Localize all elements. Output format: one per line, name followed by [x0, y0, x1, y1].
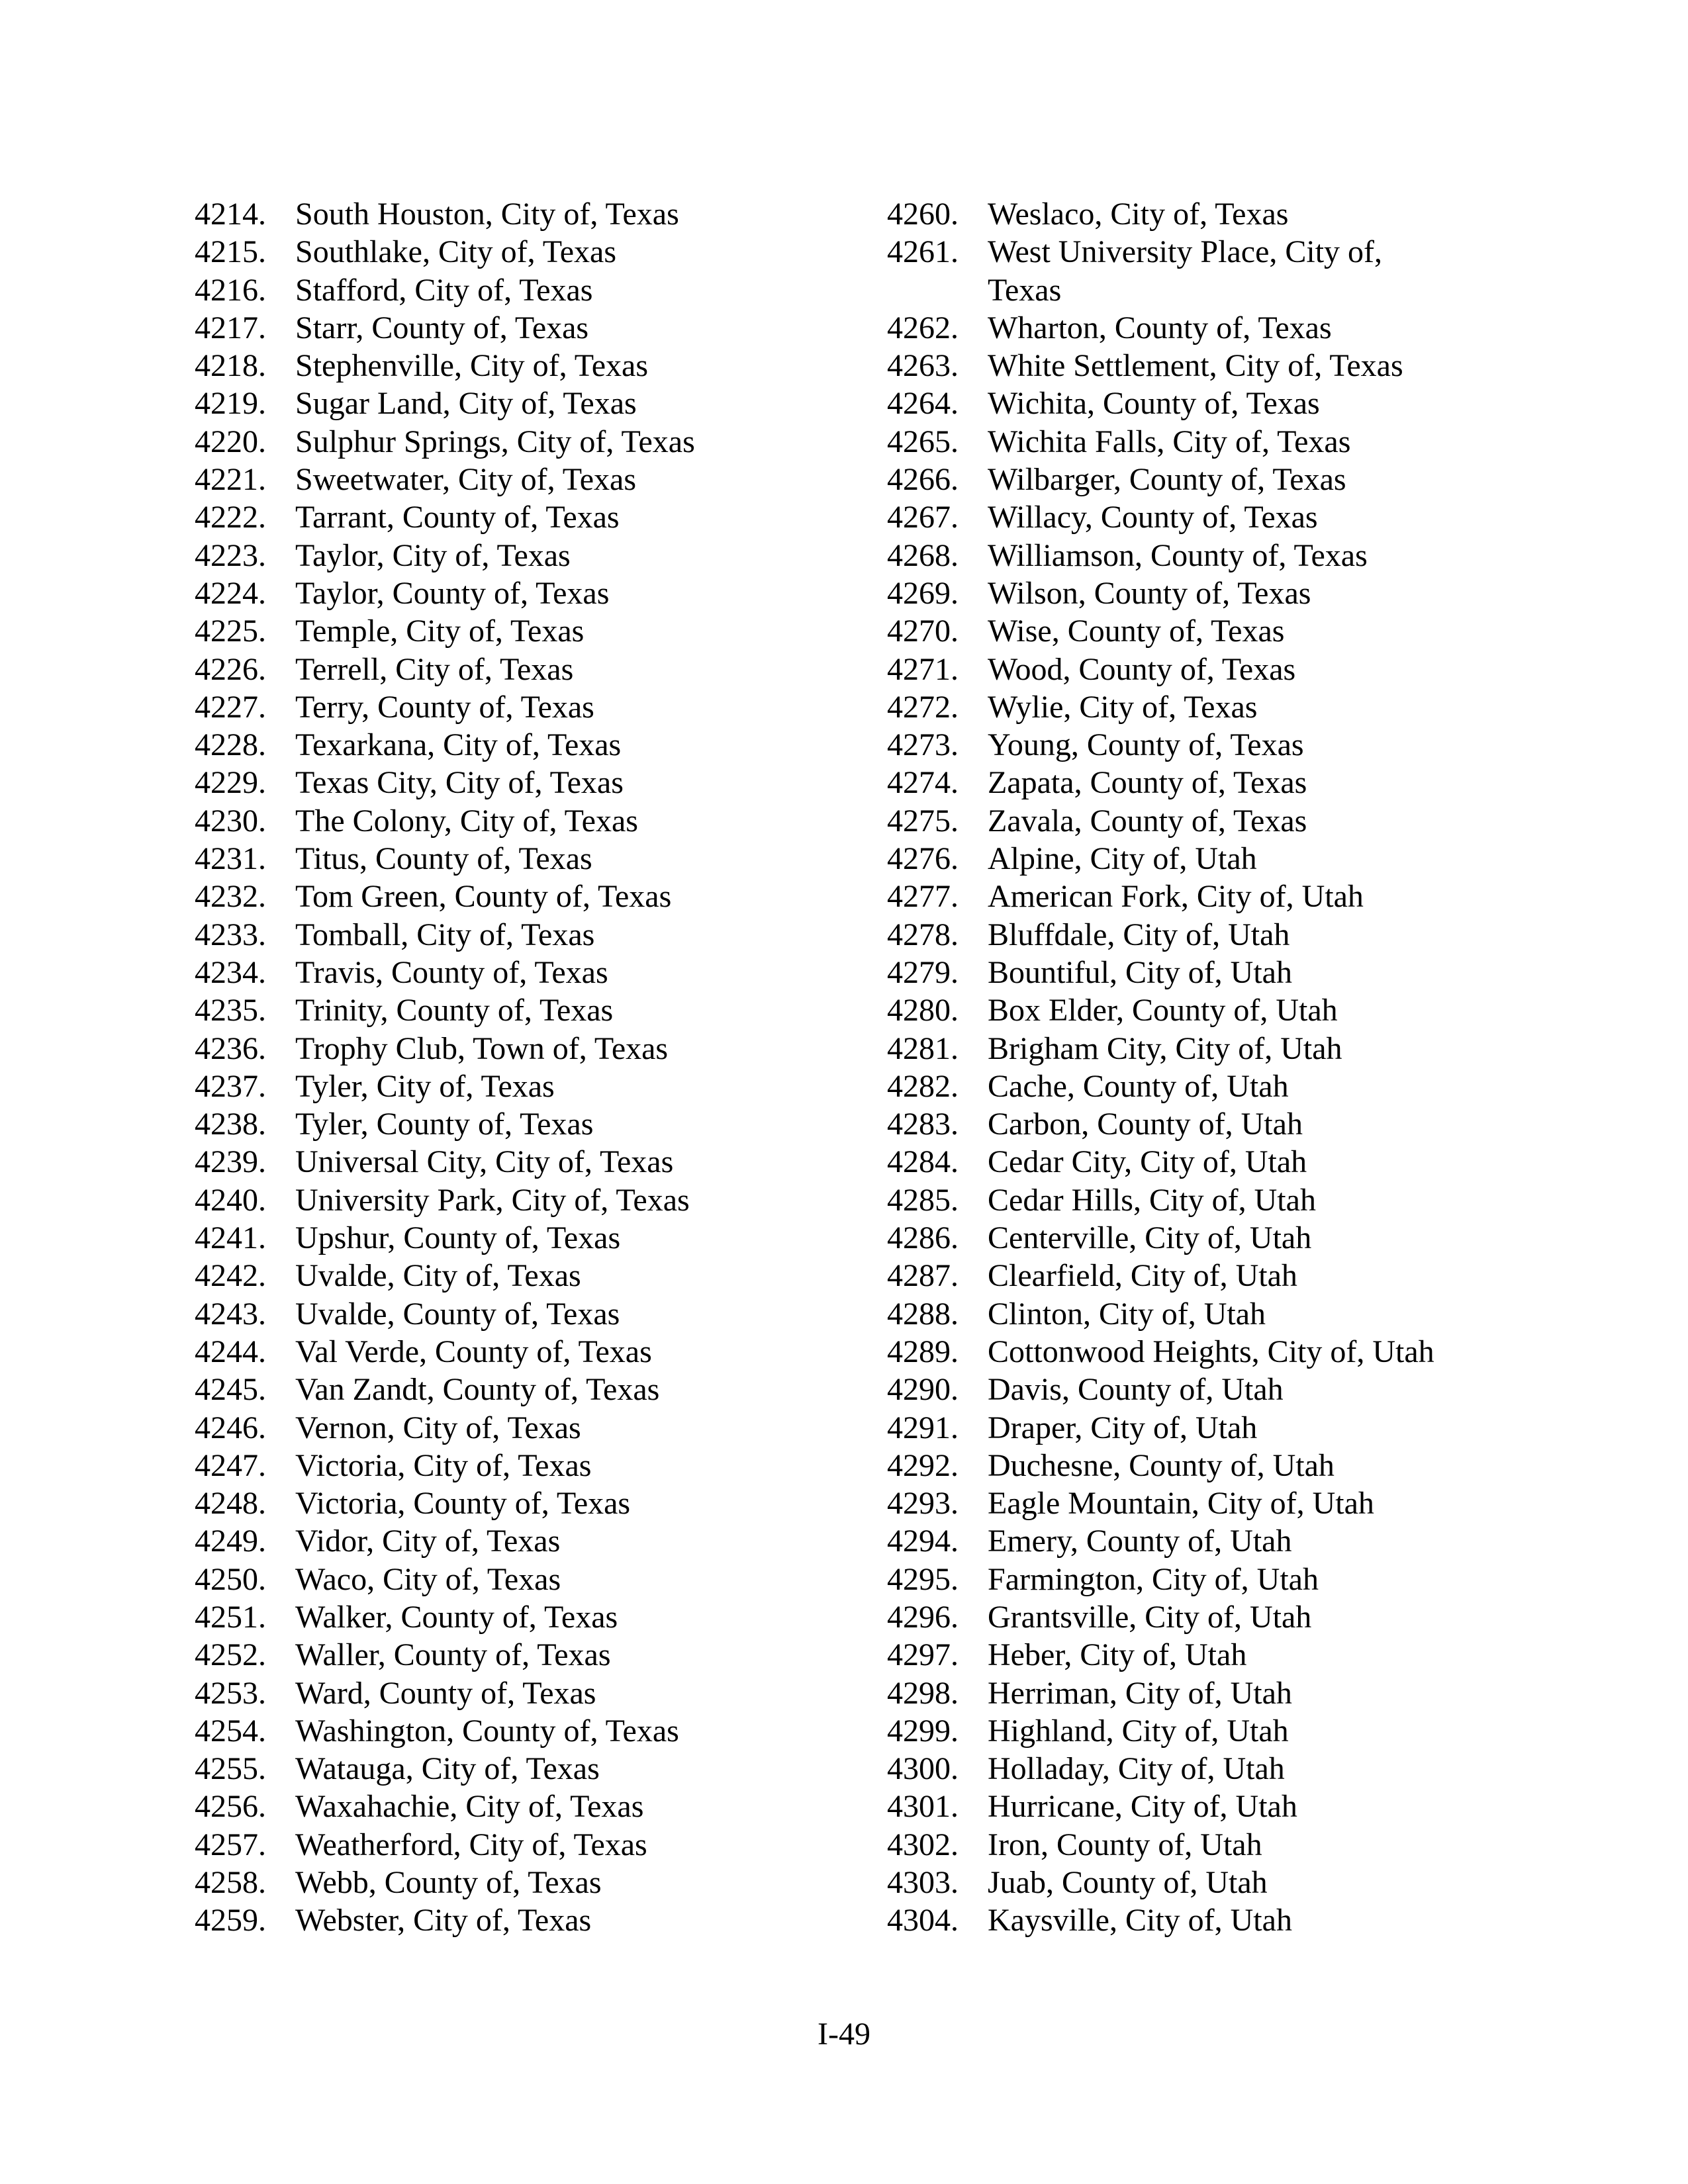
- list-item: [887, 1219, 1549, 1257]
- list-item: [887, 1257, 1549, 1295]
- list-item: [195, 1561, 857, 1598]
- item-number: 4288.: [887, 1296, 959, 1332]
- list-item: [195, 1333, 857, 1371]
- item-name: Tom Green, County of, Texas: [295, 879, 672, 915]
- item-name: Wilson, County of, Texas: [988, 575, 1311, 611]
- list-item: [887, 688, 1549, 726]
- list-item: [195, 233, 857, 271]
- item-number: 4284.: [887, 1144, 959, 1180]
- list-item: [195, 954, 857, 991]
- list-item: [195, 423, 857, 461]
- item-number: 4279.: [887, 954, 959, 990]
- item-number: 4239.: [195, 1144, 266, 1180]
- item-number: 4277.: [887, 879, 959, 915]
- item-name: Uvalde, City of, Texas: [295, 1258, 581, 1294]
- list-item: [887, 764, 1549, 801]
- item-name: Iron, County of, Utah: [988, 1827, 1262, 1862]
- item-number: 4299.: [887, 1713, 959, 1749]
- item-name: Holladay, City of, Utah: [988, 1751, 1285, 1787]
- item-name: Terrell, City of, Texas: [295, 651, 574, 687]
- item-name: Cedar Hills, City of, Utah: [988, 1182, 1316, 1218]
- list-item: [195, 1864, 857, 1901]
- item-number: 4287.: [887, 1258, 959, 1294]
- item-name: Universal City, City of, Texas: [295, 1144, 674, 1180]
- list-item: [887, 1864, 1549, 1901]
- list-item: [887, 1105, 1549, 1143]
- list-item: [195, 1598, 857, 1636]
- item-number: 4225.: [195, 614, 266, 649]
- item-number: 4270.: [887, 614, 959, 649]
- list-item-continuation: [887, 271, 1549, 309]
- item-number: 4295.: [887, 1561, 959, 1597]
- item-number: 4231.: [195, 841, 266, 877]
- list-item: [195, 802, 857, 840]
- list-item: [887, 1826, 1549, 1864]
- item-number: 4255.: [195, 1751, 266, 1787]
- item-number: 4218.: [195, 348, 266, 384]
- list-item: [195, 1068, 857, 1105]
- item-number: 4297.: [887, 1637, 959, 1673]
- list-item: [887, 878, 1549, 915]
- list-item: [887, 461, 1549, 498]
- item-number: 4289.: [887, 1334, 959, 1369]
- list-item: [887, 537, 1549, 574]
- list-item: [887, 1484, 1549, 1522]
- item-number: 4267.: [887, 500, 959, 535]
- item-name: Sweetwater, City of, Texas: [295, 462, 637, 498]
- list-item: [195, 1484, 857, 1522]
- list-item: [195, 991, 857, 1029]
- item-name: Bluffdale, City of, Utah: [988, 917, 1290, 952]
- page-number: I-49: [818, 2017, 870, 2052]
- item-number: 4249.: [195, 1524, 266, 1559]
- item-number: 4265.: [887, 424, 959, 459]
- item-name: Tomball, City of, Texas: [295, 917, 595, 952]
- item-name: Starr, County of, Texas: [295, 310, 589, 345]
- item-number: 4273.: [887, 727, 959, 763]
- list-item: [887, 574, 1549, 612]
- item-number: 4268.: [887, 537, 959, 573]
- item-number: 4230.: [195, 803, 266, 839]
- list-item: [195, 574, 857, 612]
- item-name: The Colony, City of, Texas: [295, 803, 638, 839]
- item-number: 4275.: [887, 803, 959, 839]
- item-number: 4256.: [195, 1789, 266, 1825]
- item-name: University Park, City of, Texas: [295, 1182, 690, 1218]
- item-name: Southlake, City of, Texas: [295, 234, 617, 270]
- item-name: Sulphur Springs, City of, Texas: [295, 424, 695, 459]
- indent-spacer: [887, 271, 988, 309]
- list-item: [887, 1636, 1549, 1674]
- item-number: 4242.: [195, 1258, 266, 1294]
- item-name: White Settlement, City of, Texas: [988, 348, 1403, 384]
- list-item: [887, 916, 1549, 954]
- item-number: 4221.: [195, 462, 266, 498]
- item-number: 4300.: [887, 1751, 959, 1787]
- item-number: 4293.: [887, 1486, 959, 1522]
- item-number: 4246.: [195, 1410, 266, 1445]
- list-item: [195, 1143, 857, 1181]
- item-name: Waxahachie, City of, Texas: [295, 1789, 644, 1825]
- item-name: Vidor, City of, Texas: [295, 1524, 561, 1559]
- item-name: Duchesne, County of, Utah: [988, 1447, 1335, 1483]
- item-name: Val Verde, County of, Texas: [295, 1334, 652, 1369]
- list-item: [887, 385, 1549, 422]
- item-number: 4262.: [887, 310, 959, 345]
- list-item: [195, 1674, 857, 1712]
- item-name: Herriman, City of, Utah: [988, 1675, 1292, 1711]
- list-item: [195, 651, 857, 688]
- list-item: [195, 1409, 857, 1447]
- item-number: 4232.: [195, 879, 266, 915]
- item-name-continuation: Texas: [988, 272, 1062, 308]
- list-item: [887, 1598, 1549, 1636]
- item-name: Watauga, City of, Texas: [295, 1751, 600, 1787]
- item-number: 4258.: [195, 1865, 266, 1901]
- list-item: [195, 1295, 857, 1333]
- list-item: [195, 1788, 857, 1825]
- left-column: [195, 195, 857, 1940]
- item-number: 4298.: [887, 1675, 959, 1711]
- item-name: Upshur, County of, Texas: [295, 1220, 621, 1256]
- list-item: [887, 233, 1549, 271]
- list-item: [195, 764, 857, 801]
- item-number: 4216.: [195, 272, 266, 308]
- list-item: [195, 1181, 857, 1219]
- item-number: 4237.: [195, 1068, 266, 1104]
- item-number: 4286.: [887, 1220, 959, 1256]
- item-name: Webb, County of, Texas: [295, 1865, 602, 1901]
- item-number: 4266.: [887, 462, 959, 498]
- list-item: [887, 1674, 1549, 1712]
- item-number: 4304.: [887, 1903, 959, 1938]
- item-number: 4223.: [195, 537, 266, 573]
- item-number: 4244.: [195, 1334, 266, 1369]
- item-name: American Fork, City of, Utah: [988, 879, 1364, 915]
- item-number: 4233.: [195, 917, 266, 952]
- item-name: West University Place, City of,: [988, 234, 1383, 270]
- item-number: 4301.: [887, 1789, 959, 1825]
- item-number: 4250.: [195, 1561, 266, 1597]
- item-name: Titus, County of, Texas: [295, 841, 592, 877]
- item-name: Vernon, City of, Texas: [295, 1410, 581, 1445]
- item-number: 4272.: [887, 689, 959, 725]
- item-name: Draper, City of, Utah: [988, 1410, 1258, 1445]
- item-name: Wichita Falls, City of, Texas: [988, 424, 1351, 459]
- item-name: Williamson, County of, Texas: [988, 537, 1368, 573]
- list-item: [887, 498, 1549, 536]
- item-name: Uvalde, County of, Texas: [295, 1296, 620, 1332]
- item-number: 4302.: [887, 1827, 959, 1862]
- list-item: [887, 423, 1549, 461]
- item-number: 4215.: [195, 234, 266, 270]
- list-item: [195, 878, 857, 915]
- item-name: Centerville, City of, Utah: [988, 1220, 1312, 1256]
- list-item: [887, 1068, 1549, 1105]
- list-item: [887, 309, 1549, 347]
- item-number: 4260.: [887, 197, 959, 232]
- list-item: [887, 726, 1549, 764]
- item-name: Stafford, City of, Texas: [295, 272, 593, 308]
- item-number: 4224.: [195, 575, 266, 611]
- list-item: [195, 271, 857, 309]
- item-number: 4303.: [887, 1865, 959, 1901]
- item-name: Terry, County of, Texas: [295, 689, 594, 725]
- item-name: Young, County of, Texas: [988, 727, 1304, 763]
- item-name: Juab, County of, Utah: [988, 1865, 1268, 1901]
- list-item: [887, 1788, 1549, 1825]
- list-item: [195, 1636, 857, 1674]
- item-name: Zavala, County of, Texas: [988, 803, 1307, 839]
- list-item: [195, 688, 857, 726]
- list-item: [887, 954, 1549, 991]
- item-name: Taylor, City of, Texas: [295, 537, 571, 573]
- item-number: 4285.: [887, 1182, 959, 1218]
- list-item: [195, 1219, 857, 1257]
- item-name: Kaysville, City of, Utah: [988, 1903, 1292, 1938]
- item-name: Eagle Mountain, City of, Utah: [988, 1486, 1374, 1522]
- list-item: [887, 651, 1549, 688]
- list-item: [887, 840, 1549, 878]
- list-item: [887, 1409, 1549, 1447]
- item-number: 4234.: [195, 954, 266, 990]
- item-number: 4252.: [195, 1637, 266, 1673]
- item-name: Zapata, County of, Texas: [988, 765, 1307, 801]
- item-number: 4292.: [887, 1447, 959, 1483]
- item-name: Stephenville, City of, Texas: [295, 348, 649, 384]
- item-number: 4269.: [887, 575, 959, 611]
- list-item: [887, 1181, 1549, 1219]
- list-item: [195, 1371, 857, 1408]
- list-item: [195, 537, 857, 574]
- item-number: 4280.: [887, 993, 959, 1028]
- list-item: [195, 1105, 857, 1143]
- item-name: Texarkana, City of, Texas: [295, 727, 622, 763]
- item-number: 4217.: [195, 310, 266, 345]
- item-name: Webster, City of, Texas: [295, 1903, 592, 1938]
- item-number: 4243.: [195, 1296, 266, 1332]
- list-item: [195, 1750, 857, 1788]
- item-name: Waller, County of, Texas: [295, 1637, 611, 1673]
- item-name: Wood, County of, Texas: [988, 651, 1296, 687]
- item-number: 4238.: [195, 1107, 266, 1142]
- item-name: Box Elder, County of, Utah: [988, 993, 1338, 1028]
- item-name: Trophy Club, Town of, Texas: [295, 1030, 669, 1066]
- item-name: Bountiful, City of, Utah: [988, 954, 1292, 990]
- item-number: 4291.: [887, 1410, 959, 1445]
- item-name: Texas City, City of, Texas: [295, 765, 624, 801]
- item-name: Weatherford, City of, Texas: [295, 1827, 647, 1862]
- list-item: [195, 726, 857, 764]
- list-item: [195, 385, 857, 422]
- item-name: Willacy, County of, Texas: [988, 500, 1318, 535]
- item-number: 4240.: [195, 1182, 266, 1218]
- list-item: [195, 840, 857, 878]
- item-number: 4276.: [887, 841, 959, 877]
- list-item: [195, 1522, 857, 1560]
- item-number: 4257.: [195, 1827, 266, 1862]
- item-name: Wharton, County of, Texas: [988, 310, 1332, 345]
- item-number: 4278.: [887, 917, 959, 952]
- list-item: [887, 347, 1549, 385]
- item-name: Farmington, City of, Utah: [988, 1561, 1319, 1597]
- item-number: 4220.: [195, 424, 266, 459]
- item-name: Cache, County of, Utah: [988, 1068, 1289, 1104]
- item-name: Victoria, County of, Texas: [295, 1486, 631, 1522]
- list-item: [887, 1030, 1549, 1068]
- item-number: 4296.: [887, 1599, 959, 1635]
- item-number: 4245.: [195, 1372, 266, 1408]
- item-number: 4271.: [887, 651, 959, 687]
- item-number: 4294.: [887, 1524, 959, 1559]
- item-name: Grantsville, City of, Utah: [988, 1599, 1312, 1635]
- item-number: 4283.: [887, 1107, 959, 1142]
- list-item: [887, 1750, 1549, 1788]
- list-item: [887, 1371, 1549, 1408]
- list-item: [195, 195, 857, 233]
- item-name: Walker, County of, Texas: [295, 1599, 618, 1635]
- list-item: [887, 1522, 1549, 1560]
- item-name: Tyler, County of, Texas: [295, 1107, 594, 1142]
- item-number: 4274.: [887, 765, 959, 801]
- item-name: Van Zandt, County of, Texas: [295, 1372, 660, 1408]
- item-number: 4227.: [195, 689, 266, 725]
- item-name: Wylie, City of, Texas: [988, 689, 1258, 725]
- item-name: Highland, City of, Utah: [988, 1713, 1289, 1749]
- list-item: [887, 1561, 1549, 1598]
- list-item: [195, 916, 857, 954]
- list-item: [195, 1257, 857, 1295]
- item-name: Hurricane, City of, Utah: [988, 1789, 1297, 1825]
- item-name: Carbon, County of, Utah: [988, 1107, 1303, 1142]
- item-name: Cottonwood Heights, City of, Utah: [988, 1334, 1434, 1369]
- item-number: 4264.: [887, 386, 959, 422]
- item-number: 4219.: [195, 386, 266, 422]
- list-item: [887, 1901, 1549, 1939]
- item-number: 4253.: [195, 1675, 266, 1711]
- item-number: 4226.: [195, 651, 266, 687]
- item-name: Wichita, County of, Texas: [988, 386, 1320, 422]
- item-name: Washington, County of, Texas: [295, 1713, 679, 1749]
- item-name: Wilbarger, County of, Texas: [988, 462, 1346, 498]
- list-item: [887, 195, 1549, 233]
- item-number: 4228.: [195, 727, 266, 763]
- list-item: [195, 1030, 857, 1068]
- item-name: Temple, City of, Texas: [295, 614, 585, 649]
- list-item: [887, 1712, 1549, 1750]
- item-number: 4241.: [195, 1220, 266, 1256]
- item-number: 4236.: [195, 1030, 266, 1066]
- item-name: Travis, County of, Texas: [295, 954, 608, 990]
- list-item: [195, 612, 857, 650]
- list-item: [195, 1901, 857, 1939]
- item-number: 4251.: [195, 1599, 266, 1635]
- item-number: 4248.: [195, 1486, 266, 1522]
- list-item: [887, 802, 1549, 840]
- item-name: Clinton, City of, Utah: [988, 1296, 1266, 1332]
- item-name: Clearfield, City of, Utah: [988, 1258, 1297, 1294]
- item-name: Weslaco, City of, Texas: [988, 197, 1289, 232]
- list-item: [887, 1295, 1549, 1333]
- item-number: 4254.: [195, 1713, 266, 1749]
- item-number: 4247.: [195, 1447, 266, 1483]
- item-name: Wise, County of, Texas: [988, 614, 1285, 649]
- item-name: Trinity, County of, Texas: [295, 993, 614, 1028]
- right-column: [887, 195, 1549, 1940]
- item-number: 4261.: [887, 234, 959, 270]
- item-number: 4259.: [195, 1903, 266, 1938]
- item-number: 4282.: [887, 1068, 959, 1104]
- item-name: Ward, County of, Texas: [295, 1675, 596, 1711]
- list-item: [887, 612, 1549, 650]
- list-item: [195, 347, 857, 385]
- item-number: 4281.: [887, 1030, 959, 1066]
- item-name: Brigham City, City of, Utah: [988, 1030, 1342, 1066]
- list-item: [887, 1447, 1549, 1484]
- item-name: Waco, City of, Texas: [295, 1561, 561, 1597]
- list-item: [887, 1333, 1549, 1371]
- item-name: South Houston, City of, Texas: [295, 197, 679, 232]
- item-name: Sugar Land, City of, Texas: [295, 386, 637, 422]
- item-name: Tarrant, County of, Texas: [295, 500, 620, 535]
- list-item: [887, 991, 1549, 1029]
- item-name: Taylor, County of, Texas: [295, 575, 610, 611]
- item-name: Cedar City, City of, Utah: [988, 1144, 1307, 1180]
- item-name: Alpine, City of, Utah: [988, 841, 1257, 877]
- list-item: [195, 1826, 857, 1864]
- list-item: [195, 461, 857, 498]
- list-item: [887, 1143, 1549, 1181]
- item-number: 4214.: [195, 197, 266, 232]
- item-name: Tyler, City of, Texas: [295, 1068, 555, 1104]
- item-number: 4263.: [887, 348, 959, 384]
- item-name: Victoria, City of, Texas: [295, 1447, 592, 1483]
- item-name: Davis, County of, Utah: [988, 1372, 1284, 1408]
- list-item: [195, 498, 857, 536]
- item-number: 4222.: [195, 500, 266, 535]
- item-number: 4290.: [887, 1372, 959, 1408]
- list-item: [195, 1712, 857, 1750]
- item-name: Heber, City of, Utah: [988, 1637, 1247, 1673]
- list-item: [195, 1447, 857, 1484]
- list-item: [195, 309, 857, 347]
- item-number: 4235.: [195, 993, 266, 1028]
- item-name: Emery, County of, Utah: [988, 1524, 1292, 1559]
- item-number: 4229.: [195, 765, 266, 801]
